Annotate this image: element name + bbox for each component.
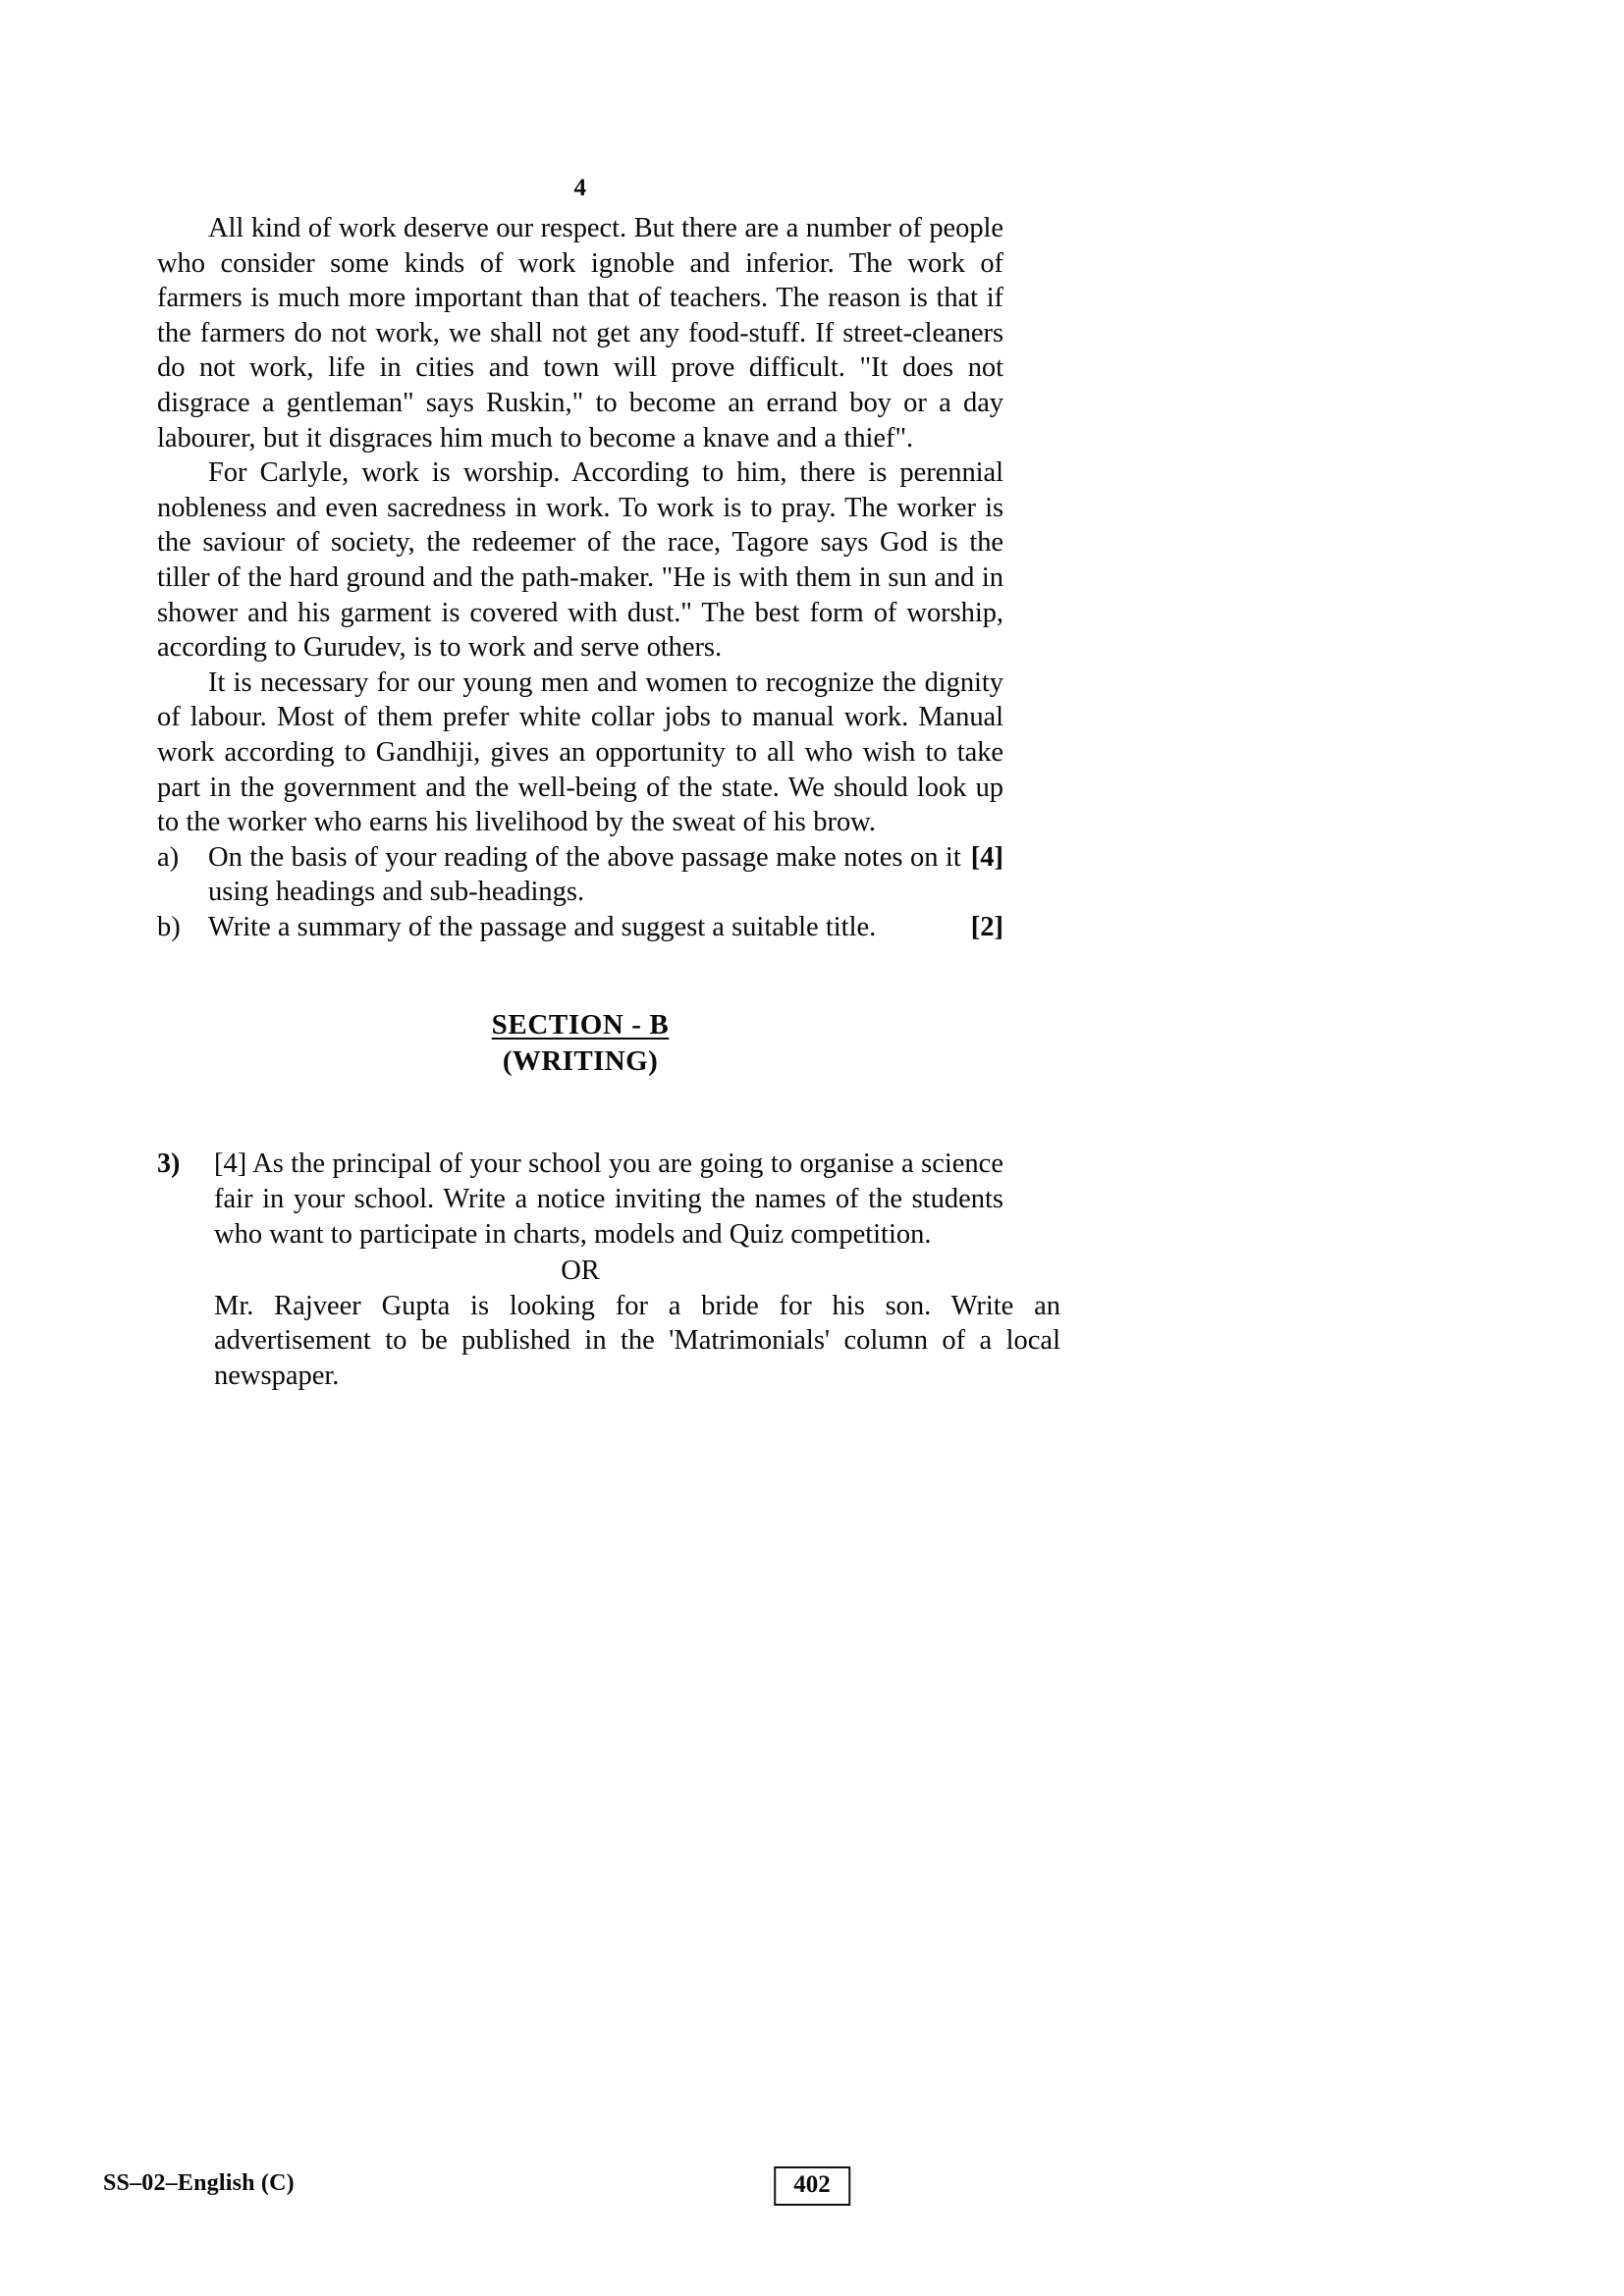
page-content [157, 0, 1060, 1394]
sub-question-a-text: On the basis of your reading of the above passage make notes on it using headings and sub-headings. [208, 841, 961, 908]
sub-question-b-text: Write a summary of the passage and suggest a suitable title. [208, 911, 877, 942]
section-subtitle: (WRITING) [502, 1045, 659, 1078]
sub-question-b [157, 910, 1003, 945]
passage-paragraph-3: It is necessary for our young men and women to recognize the dignity of labour. Most of them prefer white collar jobs to manual work. Manual work according to Gandhiji, gives an opportunity to all who wish to take part in the government and the well-being of the state. We should look up to the worker who earns his livelihood by the sweat of his brow. [157, 667, 1003, 838]
sub-question-b-body [208, 910, 1003, 945]
or-divider: OR [561, 1255, 600, 1287]
passage-paragraph-2: For Carlyle, work is worship. According to him, there is perennial nobleness and even sacredness in work. To work is to pray. The worker is the saviour of society, the redeemer of the race, Tagore says God is the tiller of the hard ground and the path-maker. "He is with them in sun and in shower and his garment is covered with dust." The best form of worship, according to Gurudev, is to work and serve others. [157, 457, 1003, 664]
page-number: 4 [573, 175, 587, 201]
paper-box-number: 402 [774, 2166, 850, 2206]
sub-question-a-marker: a) [157, 841, 180, 873]
sub-question-b-marks: [2] [970, 911, 1003, 942]
question-3-alternative-text: Mr. Rajveer Gupta is looking for a bride for his son. Write an advertisement to be published in the 'Matrimonials' column of a local newspaper. [214, 1290, 1060, 1392]
question-3-body [214, 1147, 1003, 1252]
question-3 [157, 1147, 1003, 1252]
section-title: SECTION - B [491, 1009, 670, 1041]
question-3-text: As the principal of your school you are going to organise a science fair in your school. Write a notice inviting the names of the students who want to participate in charts, models and Quiz competition. [214, 1148, 1003, 1250]
question-3-number: 3) [157, 1148, 181, 1180]
sub-question-a [157, 840, 1003, 910]
paper-code: SS–02–English (C) [103, 2170, 295, 2196]
sub-question-a-body [208, 840, 1003, 910]
passage-paragraph-1: All kind of work deserve our respect. But there are a number of people who consider some kinds of work ignoble and inferior. The work of farmers is much more important than that of teachers. The reason is that if the farmers do not work, we shall not get any food-stuff. If street-cleaners do not work, life in cities and town will prove difficult. "It does not disgrace a gentleman" says Ruskin," to become an errand boy or a day labourer, but it disgraces him much to become a knave and a thief". [157, 213, 1003, 454]
sub-question-b-marker: b) [157, 911, 181, 942]
section-heading-block [157, 1009, 1003, 1078]
sub-question-a-marks: [4] [970, 841, 1003, 873]
question-3-marks: [4] [214, 1148, 247, 1180]
question-3-alternative-wrap [214, 1289, 1060, 1394]
page-footer [0, 2166, 1624, 2216]
